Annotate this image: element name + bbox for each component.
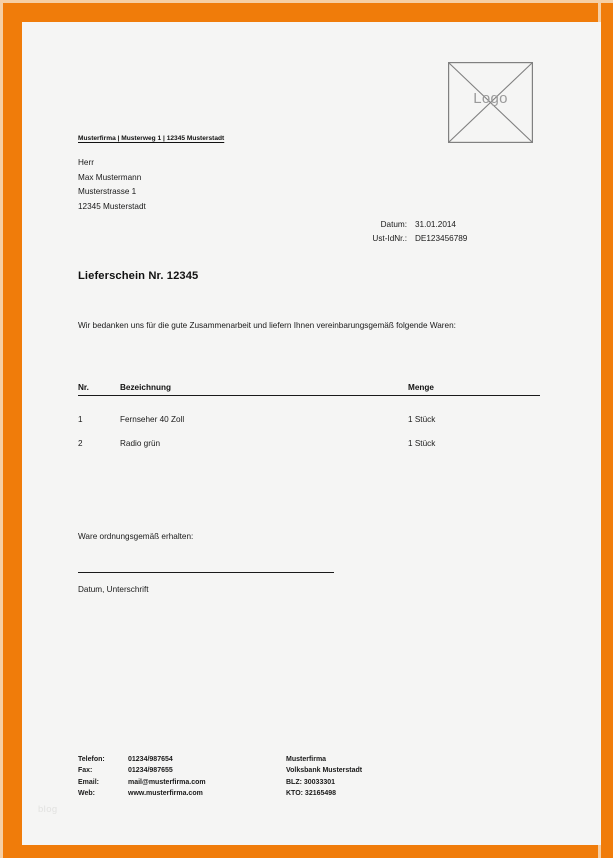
footer-bank-line: KTO: 32165498 <box>286 789 337 797</box>
items-table <box>78 383 540 455</box>
footer-value-telefon: 01234/987654 <box>128 756 173 763</box>
cell-bezeichnung: Fernseher 40 Zoll <box>120 414 185 424</box>
footer-label-telefon: Telefon: <box>78 756 105 763</box>
recipient-address-block <box>78 156 146 214</box>
table-header-row <box>78 383 540 396</box>
frame-border-bottom <box>0 845 613 858</box>
document-title: Lieferschein Nr. 12345 <box>78 270 199 282</box>
footer-value-web: www.musterfirma.com <box>128 789 203 797</box>
paper-sheet <box>22 22 601 845</box>
column-header-nr: Nr. <box>78 383 120 396</box>
footer-row-email <box>78 777 286 788</box>
footer-bank-line: Volksbank Musterstadt <box>286 767 363 775</box>
meta-row-ustidnr <box>322 232 527 246</box>
footer-bank-line: BLZ: 30033301 <box>286 778 336 786</box>
footer-bank-column <box>286 754 362 799</box>
meta-label-ustidnr: Ust-IdNr.: <box>372 234 407 244</box>
frame-border-top <box>0 0 613 22</box>
frame-border-left <box>0 0 22 858</box>
document-footer <box>78 754 528 799</box>
logo-placeholder-label: Logo <box>473 90 508 107</box>
cell-nr: 2 <box>78 438 83 448</box>
frame-border-right <box>601 0 613 858</box>
confirmation-text: Ware ordnungsgemäß erhalten: <box>78 532 194 541</box>
table-row <box>78 431 540 455</box>
footer-label-web: Web: <box>78 789 95 797</box>
blog-watermark: blog <box>38 804 58 815</box>
recipient-line: Herr <box>78 158 94 167</box>
items-table-head <box>78 383 540 396</box>
meta-value-datum: 31.01.2014 <box>415 220 456 229</box>
footer-row-telefon <box>78 754 286 765</box>
cell-bezeichnung: Radio grün <box>120 438 161 448</box>
meta-label-datum: Datum: <box>380 220 407 229</box>
frame-highlight-top <box>0 0 613 3</box>
signature-caption: Datum, Unterschrift <box>78 585 149 594</box>
items-table-grid <box>78 383 540 455</box>
sender-return-line: Musterfirma | Musterweg 1 | 12345 Musterstadt <box>78 135 225 142</box>
signature-line <box>78 572 334 573</box>
cell-menge: 1 Stück <box>408 438 436 448</box>
footer-label-fax: Fax: <box>78 767 93 775</box>
meta-value-ustidnr: DE123456789 <box>415 234 468 244</box>
footer-contact-column <box>78 754 286 799</box>
column-header-bezeichnung: Bezeichnung <box>120 383 408 396</box>
frame-highlight-left <box>0 0 3 858</box>
footer-value-fax: 01234/987655 <box>128 767 173 775</box>
cell-nr: 1 <box>78 414 83 424</box>
logo-placeholder <box>448 62 533 143</box>
footer-value-email: mail@musterfirma.com <box>128 778 206 786</box>
recipient-line: Max Mustermann <box>78 172 142 182</box>
recipient-line: Musterstrasse 1 <box>78 187 137 197</box>
table-row <box>78 396 540 432</box>
column-header-menge: Menge <box>408 383 540 396</box>
footer-row-fax <box>78 765 286 776</box>
footer-label-email: Email: <box>78 778 100 786</box>
intro-paragraph: Wir bedanken uns für die gute Zusammenarbeit und liefern Ihnen vereinbarungsgemäß folgende Waren: <box>78 321 456 330</box>
items-table-body <box>78 396 540 456</box>
document-meta-block <box>322 218 527 247</box>
cell-menge: 1 Stück <box>408 414 436 424</box>
footer-row-web <box>78 788 286 799</box>
meta-row-datum <box>322 218 527 232</box>
recipient-line: 12345 Musterstadt <box>78 201 146 211</box>
footer-bank-line: Musterfirma <box>286 756 327 763</box>
